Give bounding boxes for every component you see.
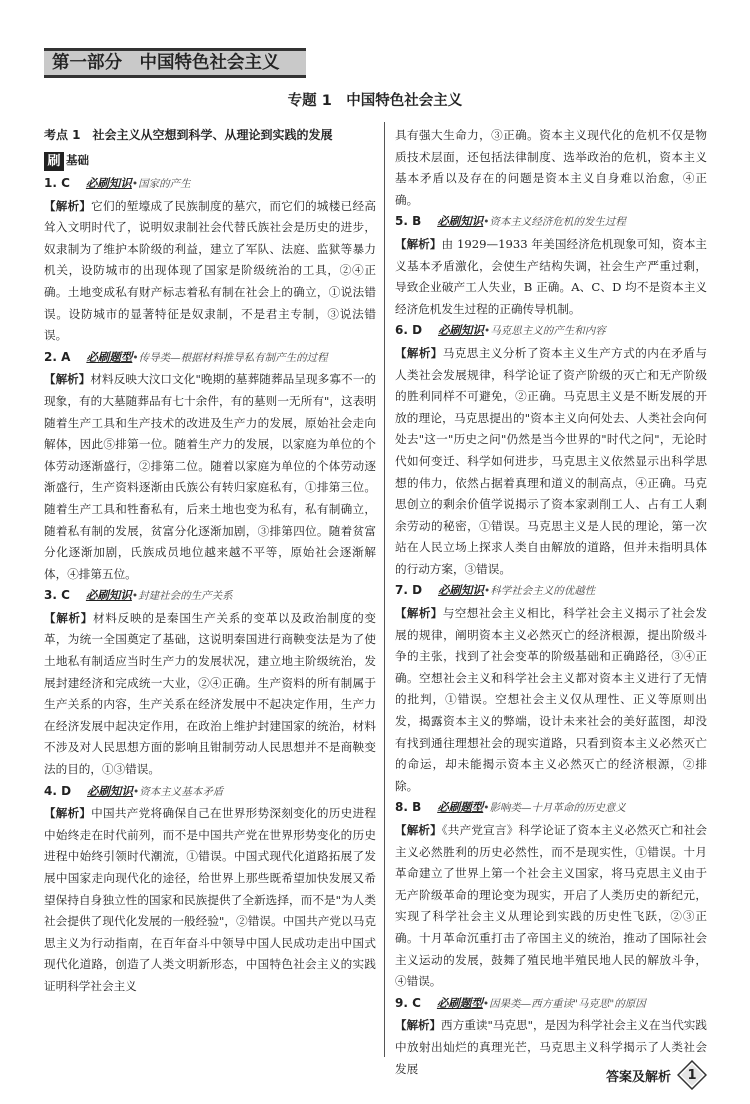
- explanation-label: 【解析】: [395, 1018, 442, 1033]
- question-header: [395, 993, 707, 1016]
- page-number-badge: [677, 1060, 707, 1090]
- question-number: 5. B: [395, 214, 422, 229]
- explanation-label: 【解析】: [44, 610, 93, 625]
- question-header: [44, 781, 376, 804]
- explanation-paragraph: [44, 369, 376, 585]
- explanation-paragraph: [395, 234, 707, 320]
- question-number: 8. B: [395, 800, 422, 815]
- explanation-continuation: 具有强大生命力，③正确。资本主义现代化的危机不仅是物质技术层面，还包括法律制度、选举政治的危机，资本主义基本矛盾以及存在的问题是资本主义自身难以治愈，④正确。: [395, 128, 707, 207]
- question-number: 9. C: [395, 995, 421, 1010]
- explanation-text: 由 1929—1933 年美国经济危机现象可知，资本主义基本矛盾激化，会使生产结构失调，社会生产严重过剩，导致企业破产工人失业，B 正确。A、C、D 均不是资本主义经济危机发生过程的正确传导机制。: [395, 236, 707, 316]
- explanation-label: 【解析】: [395, 236, 442, 251]
- question-topic: •传导类—根据材料推导私有制产生的过程: [132, 351, 328, 364]
- question-header: [44, 585, 376, 608]
- question-header: [395, 320, 707, 343]
- explanation-paragraph: [395, 343, 707, 581]
- question-number: 3. C: [44, 588, 70, 603]
- question-topic: •马克思主义的产生和内容: [484, 325, 606, 338]
- explanation-text: 材料反映的是秦国生产关系的变革以及政治制度的变革，为统一全国奠定了基础，这说明秦国进行商鞅变法是为了使土地私有制适应当时生产力的发展状况，建立地主阶级统治，发展封建经济和完成统一大业，②④正确。生产资料的所有制属于生产关系的内容，生产关系在经济发展中不起决定作用，生产力在经济发展中起决定作用，在政治上维护封建国家的统治，材料不涉及对人民思想方面的影响且钳制劳动人民思想并不是商鞅变法的目的，①③错误。: [44, 610, 376, 777]
- explanation-label: 【解析】: [44, 806, 92, 821]
- question-number: 4. D: [44, 783, 72, 798]
- question-tag: 必刷题型: [437, 800, 484, 815]
- explanation-label: 【解析】: [44, 372, 91, 387]
- column-divider: [384, 122, 385, 1057]
- question-topic: •因果类—西方重读"马克思"的原因: [482, 997, 646, 1010]
- question-header: [395, 580, 707, 603]
- question-tag: 必刷知识: [87, 783, 134, 798]
- question-topic: •科学社会主义的优越性: [484, 585, 596, 598]
- footer-section-label: 答案及解析: [606, 1069, 672, 1085]
- question-topic: •国家的产生: [131, 178, 191, 190]
- question-topic: •资本主义经济危机的发生过程: [483, 216, 626, 229]
- explanation-text: 马克思主义分析了资本主义生产方式的内在矛盾与人类社会发展规律，科学论证了资产阶级的灭亡和无产阶级的胜利同样不可避免，②正确。马克思主义是不断发展的开放的理论，马克思提出的"资本主义向何处去、人类社会向何处去"这一"历史之问"仍然是当今世界的"时代之问"，无论时代如何变迁、科学如何进步，马克思主义依然显示出科学思想的伟力，依然占据着真理和道义的制高点，④正确。马克思创立的剩余价值学说揭示了资本家剥削工人、占有工人剩余劳动的秘密，①错误。马克思主义是人民的理论，第一次站在人民立场上探求人类自由解放的道路，但并未指明具体的行动方案，③错误。: [395, 345, 707, 576]
- question-tag: 必刷知识: [438, 583, 485, 598]
- question-number: 1. C: [44, 176, 70, 190]
- question-number: 7. D: [395, 583, 423, 598]
- explanation-paragraph: [44, 803, 376, 997]
- question-tag: 必刷知识: [85, 588, 132, 603]
- left-column: [44, 125, 376, 998]
- right-column: [395, 125, 707, 1080]
- explanation-text: 西方重读"马克思"，是因为科学社会主义在当代实践中放射出灿烂的真理光芒，马克思主义科学揭示了人类社会发展: [395, 1018, 708, 1076]
- question-tag: 必刷题型: [436, 995, 483, 1010]
- question-topic: •封建社会的生产关系: [131, 590, 233, 603]
- explanation-text: 中国共产党将确保自己在世界形势深刻变化的历史进程中始终走在时代前列，而不是中国共产党在世界形势变化的历史进程中始终引领时代潮流，①错误。中国式现代化道路拓展了发展中国家走向现代化的途径，给世界上那些既希望加快发展又希望保持自身独立性的国家和民族提供了全新选择，而不是"为人类社会提供了现代化发展的一般经验"，②错误。中国共产党以马克思主义为行动指南，在百年奋斗中领导中国人民成功走出中国式现代化道路，创造了人类文明新形态，中国特色社会主义的实践证明科学社会主义: [44, 806, 376, 993]
- question-topic: •资本主义基本矛盾: [133, 785, 224, 798]
- question-number: 2. A: [44, 349, 71, 364]
- explanation-label: 【解析】: [44, 198, 92, 213]
- explanation-paragraph: [395, 820, 707, 993]
- question-tag: 必刷题型: [86, 349, 133, 364]
- explanation-label: 【解析】: [395, 606, 443, 621]
- question-tag: 必刷知识: [437, 214, 484, 229]
- kaodian-heading: 考点 1 社会主义从空想到科学、从理论到实践的发展: [44, 128, 333, 142]
- question-number: 6. D: [395, 323, 423, 338]
- explanation-text: 材料反映大汶口文化"晚期的墓葬随葬品呈现多寡不一的现象，有的大墓随葬品有七十余件，有的墓则一无所有"，这表明随着生产工具和生产技术的改进及生产力的发展，原始社会走向解体，因此⑤排第一位。随着生产力的发展，以家庭为单位的个体劳动逐渐盛行，②排第二位。随着以家庭为单位的个体劳动逐渐盛行，生产资料逐渐由氏族公有转归家庭私有，①排第三位。随着生产工具和牲畜私有，后来土地也变为私有，私有制确立，随着私有制的发展，贫富分化逐渐加剧，③排第四位。随着贫富分化逐渐加剧，氏族成员地位越来越不平等，原始社会逐渐解体，④排第五位。: [44, 372, 376, 581]
- page-footer: [606, 1060, 707, 1090]
- question-header: [44, 173, 376, 196]
- topic-title: 专题 1 中国特色社会主义: [287, 93, 463, 109]
- question-topic: •影响类—十月革命的历史意义: [483, 802, 626, 815]
- explanation-label: 【解析】: [395, 823, 442, 837]
- jichu-section-header: [44, 149, 376, 173]
- question-tag: 必刷知识: [85, 176, 132, 190]
- explanation-paragraph: [395, 603, 707, 797]
- explanation-text: 与空想社会主义相比，科学社会主义揭示了社会发展的规律，阐明资本主义必然灭亡的经济根源，提出阶级斗争的主张，找到了社会变革的阶级基础和正确路径，③④正确。空想社会主义和科学社会主义都对资本主义进行了无情的批判，①错误。空想社会主义仅从理性、正义等原则出发，揭露资本主义的弊端，设计未来社会的美好蓝图，却没有找到通往理想社会的现实道路，只看到资本主义必然灭亡的命运，却未能揭示资本主义必然灭亡的经济根源，②排除。: [395, 606, 707, 793]
- question-header: [395, 211, 707, 234]
- explanation-paragraph: [44, 196, 376, 347]
- explanation-text: 它们的堑壕成了民族制度的墓穴，而它们的城楼已经高耸入文明时代了，说明奴隶制社会代替氏族社会是历史的进步，奴隶制为了维护本阶级的利益，建立了军队、法庭、监狱等暴力机关，设防城市的出现体现了国家是阶级统治的工具，②④正确。土地变成私有财产标志着私有制在社会上的确立，①说法错误。设防城市的显著特征是奴隶制，不是君主专制，③说法错误。: [44, 198, 376, 343]
- page-number: 1: [687, 1067, 697, 1083]
- explanation-paragraph: [44, 608, 376, 781]
- question-header: [44, 347, 376, 370]
- jichu-label: 基础: [66, 153, 89, 168]
- shua-icon: 刷: [44, 152, 64, 171]
- explanation-text: 《共产党宣言》科学论证了资本主义必然灭亡和社会主义必然胜利的历史必然性，而不是现实性，①错误。十月革命建立了世界上第一个社会主义国家，将马克思主义由于无产阶级革命的理论变为现实，开启了人类历史的新纪元，实现了科学社会主义从理论到实践的历史性飞跃，②③正确。十月革命沉重打击了帝国主义的统治，推动了国际社会主义运动的发展，鼓舞了殖民地半殖民地人民的解放斗争，④错误。: [395, 823, 708, 989]
- question-tag: 必刷知识: [438, 323, 485, 338]
- explanation-label: 【解析】: [395, 345, 443, 360]
- question-header: [395, 797, 707, 820]
- part-title: 第一部分 中国特色社会主义: [44, 48, 306, 78]
